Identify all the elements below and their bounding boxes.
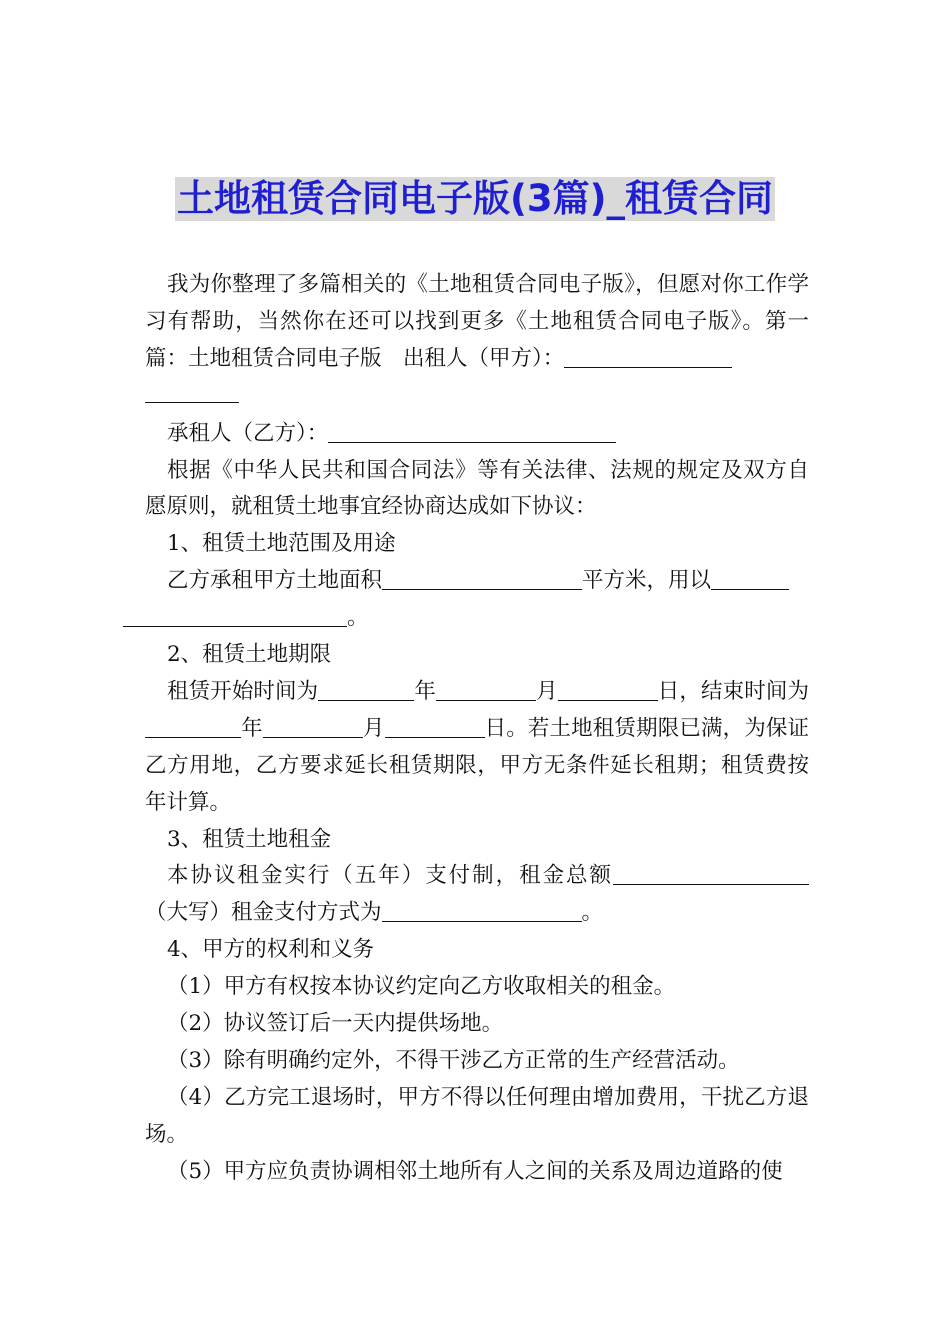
start-month-blank xyxy=(436,676,536,701)
document-title: 土地租赁合同电子版(3篇)_租赁合同 xyxy=(176,177,774,220)
start-year-blank xyxy=(318,676,414,701)
section-4-item: （1）甲方有权按本协议约定向乙方收取相关的租金。 xyxy=(167,974,676,1000)
area-blank xyxy=(382,565,582,590)
payment-method-blank xyxy=(382,897,582,922)
s1-end: 。 xyxy=(347,605,369,631)
document-body xyxy=(145,267,809,1191)
month-label-2: 月 xyxy=(362,715,385,741)
section-4-heading: 4、甲方的权利和义务 xyxy=(167,937,375,963)
lessor-blank-cont xyxy=(145,378,239,403)
year-label-2: 年 xyxy=(241,715,263,741)
intro-paragraph xyxy=(145,267,809,378)
section-4-item: （3）除有明确约定外，不得干涉乙方正常的生产经营活动。 xyxy=(167,1048,740,1074)
usage-blank xyxy=(711,565,789,590)
s3-text-a: 本协议租金实行（五年）支付制，租金总额 xyxy=(167,863,613,889)
section-1-paragraph xyxy=(145,563,809,637)
rent-total-blank xyxy=(613,860,809,885)
section-3-paragraph xyxy=(145,858,809,932)
section-4-item: （5）甲方应负责协调相邻土地所有人之间的关系及周边道路的使 xyxy=(167,1158,783,1184)
end-year-blank xyxy=(145,713,241,738)
section-4-item: （2）协议签订后一天内提供场地。 xyxy=(167,1011,504,1037)
section-4-item: （4）乙方完工退场时，甲方不得以任何理由增加费用，干扰乙方退场。 xyxy=(145,1084,809,1147)
section-1-heading: 1、租赁土地范围及用途 xyxy=(167,531,396,557)
s2-day-end-start: 日，结束时间为 xyxy=(657,678,809,704)
lessee-label: 承租人（乙方）： xyxy=(167,420,329,446)
section-2-paragraph xyxy=(145,674,809,822)
end-day-blank xyxy=(385,713,485,738)
end-month-blank xyxy=(263,713,363,738)
lessee-paragraph xyxy=(145,416,809,453)
s2-tail: 日。若土地租赁期限已满，为保证乙方用地，乙方要求延长租赁期限，甲方无条件延长租期；租赁费按年计算。 xyxy=(145,715,809,815)
s1-text-b: 平方米，用以 xyxy=(582,568,712,594)
section-2-heading: 2、租赁土地期限 xyxy=(167,642,332,668)
lessor-blank xyxy=(564,343,732,368)
s3-end: 。 xyxy=(581,900,604,926)
lessee-blank xyxy=(328,418,616,443)
section-3-heading: 3、租赁土地租金 xyxy=(167,826,332,852)
s2-text-a: 租赁开始时间为 xyxy=(167,678,319,704)
year-label-1: 年 xyxy=(414,678,436,704)
s1-text-a: 乙方承租甲方土地面积 xyxy=(167,568,383,594)
basis-paragraph: 根据《中华人民共和国合同法》等有关法律、法规的规定及双方自愿原则，就租赁土地事宜经协商达成如下协议： xyxy=(145,457,809,520)
s3-text-b: （大写）租金支付方式为 xyxy=(145,900,382,926)
month-label-1: 月 xyxy=(535,678,558,704)
usage-blank-cont xyxy=(123,602,347,627)
start-day-blank xyxy=(558,676,658,701)
document-title-row xyxy=(0,177,950,221)
intro-text: 我为你整理了多篇相关的《土地租赁合同电子版》，但愿对你工作学习有帮助，当然你在还可以找到更多《土地租赁合同电子版》。第一篇：土地租赁合同电子版 出租人（甲方）： xyxy=(145,272,809,371)
